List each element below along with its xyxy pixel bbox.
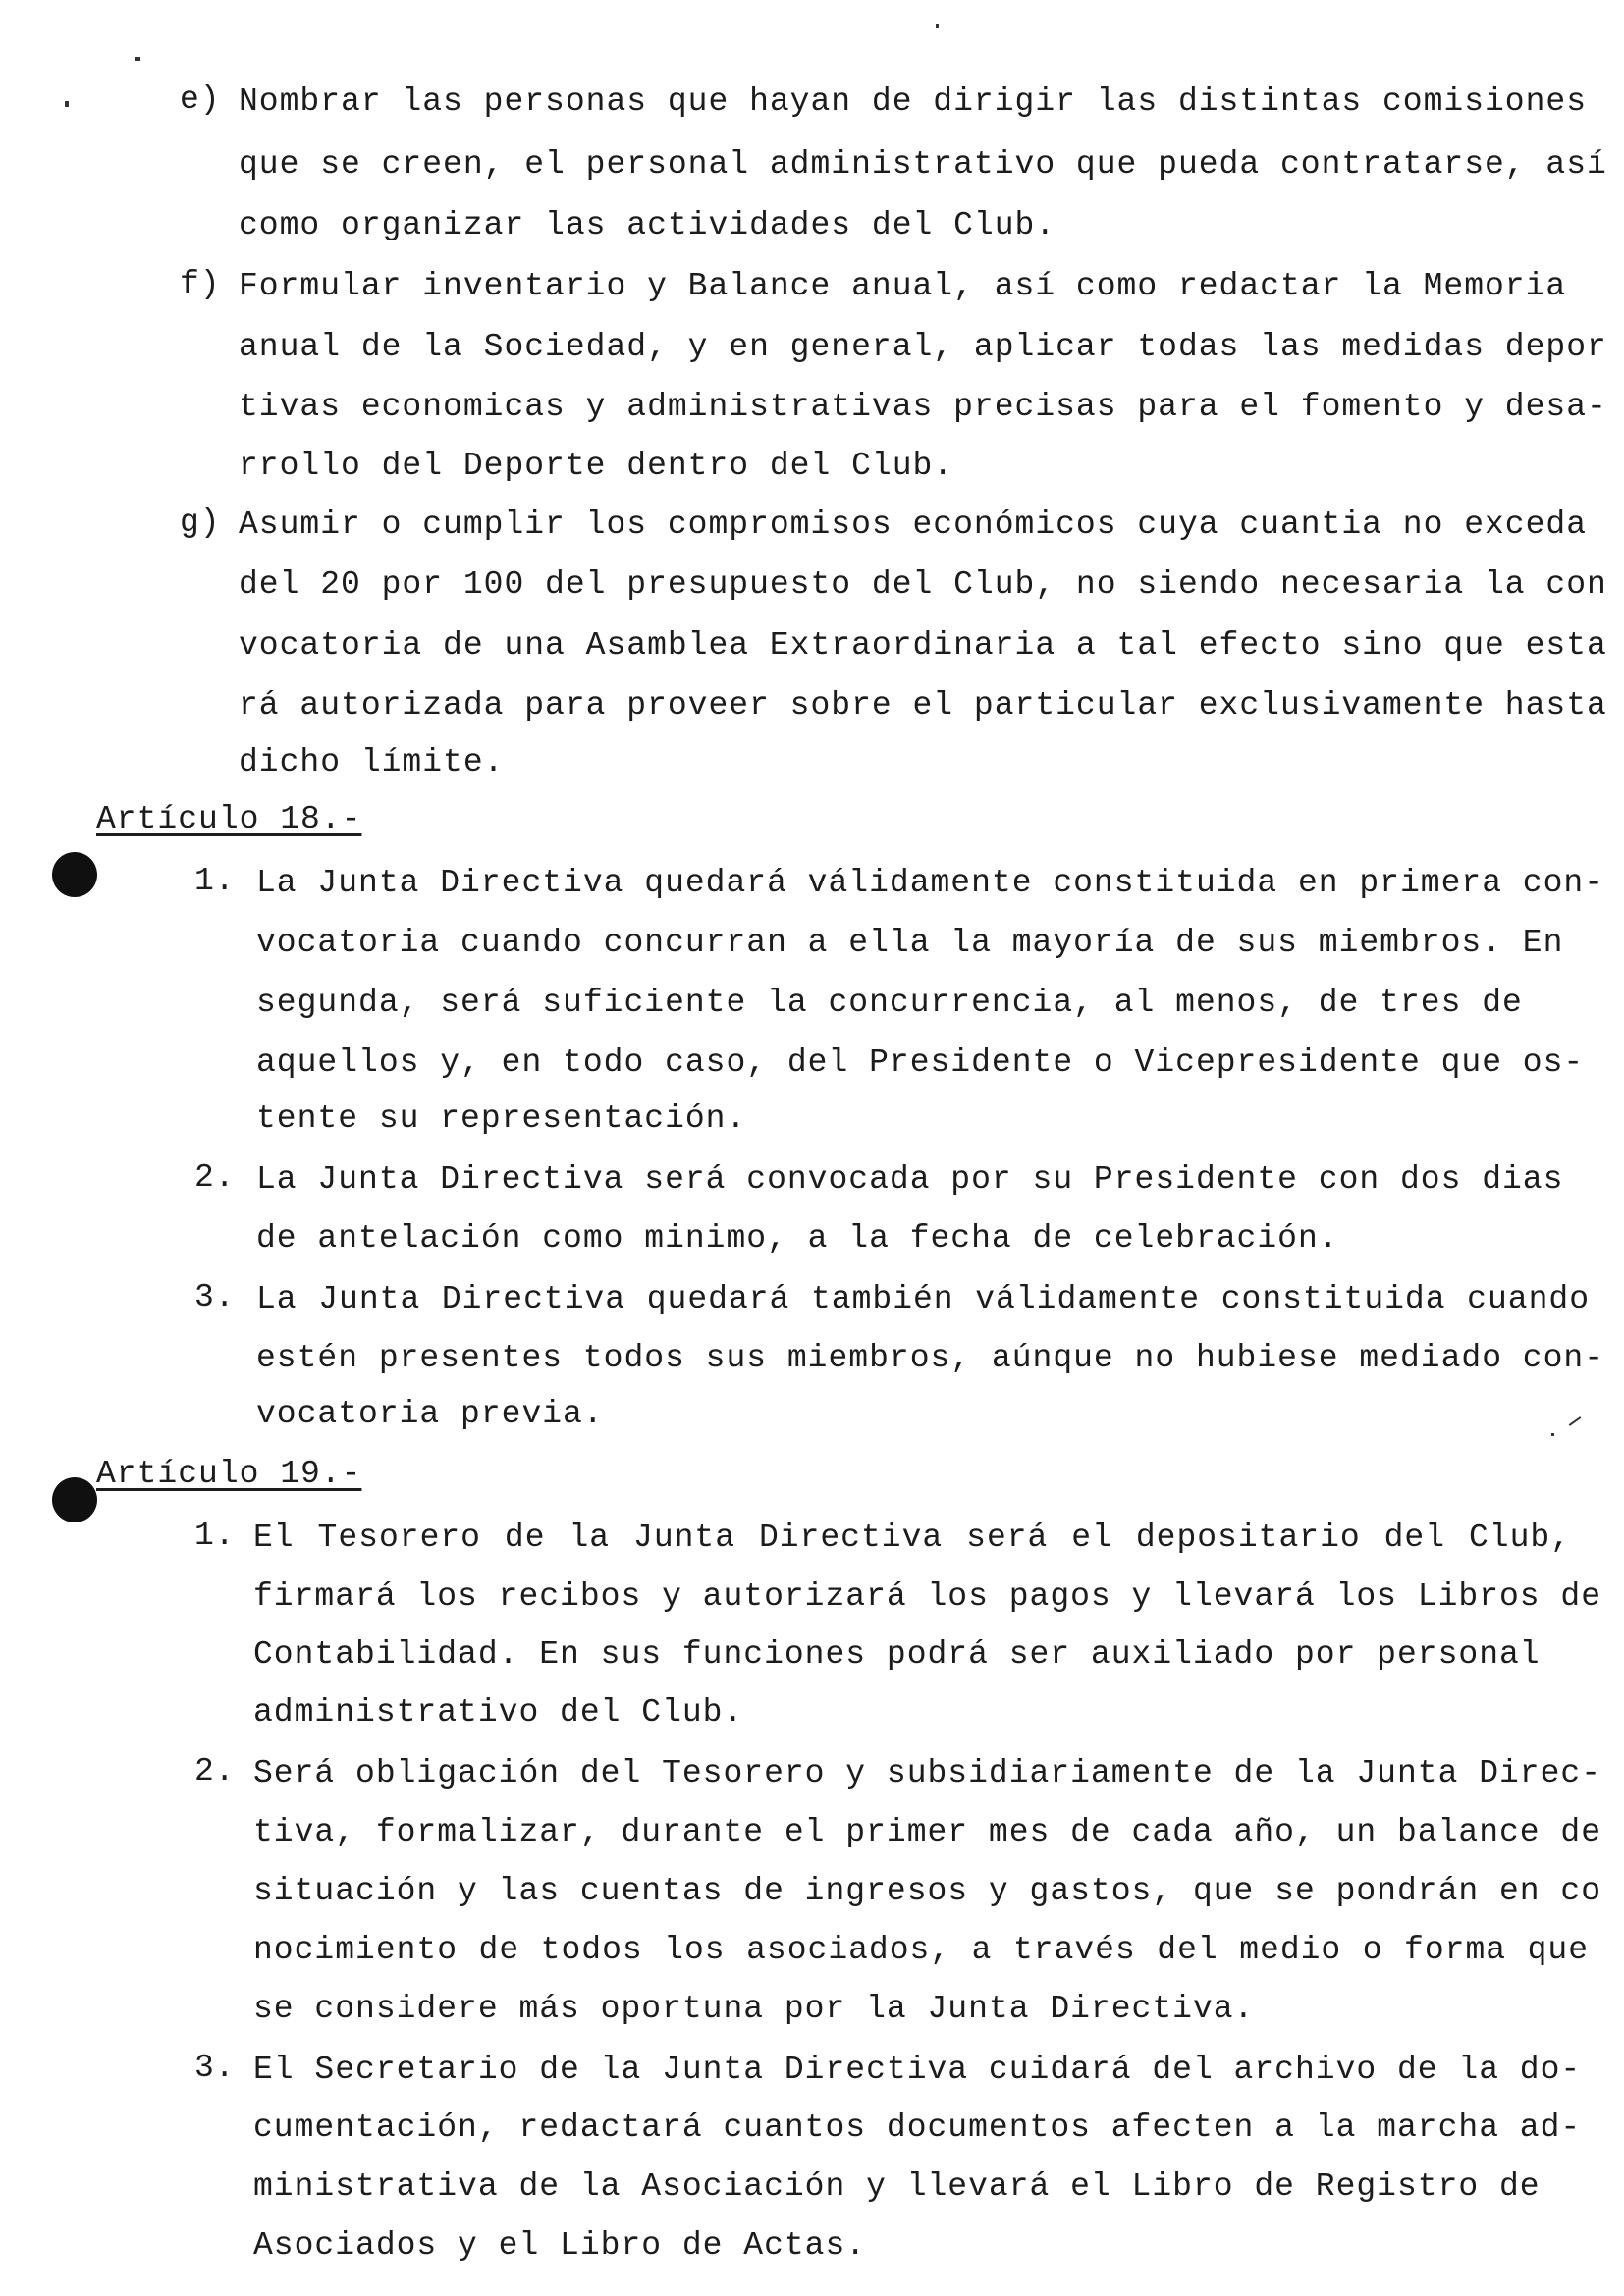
text-line: vocatoria previa. (256, 1396, 604, 1432)
text-line: tente su representación. (256, 1100, 747, 1137)
text-line: segunda, será suficiente la concurrencia, al menos, de tres de (256, 985, 1523, 1021)
text-line: vocatoria de una Asamblea Extraordinaria a tal efecto sino que esta (239, 627, 1607, 664)
text-line: Formular inventario y Balance anual, así como redactar la Memoria (239, 268, 1567, 304)
list-marker: 1. (194, 1518, 236, 1554)
text-line: rrollo del Deporte dentro del Club. (239, 448, 954, 484)
paper-speck (65, 101, 69, 107)
paper-speck (936, 24, 939, 28)
text-line: El Secretario de la Junta Directiva cuidará del archivo de la do- (253, 2052, 1582, 2088)
paper-speck (1569, 1416, 1582, 1426)
punch-hole-mark (52, 1477, 97, 1522)
text-line: estén presentes todos sus miembros, aúnque no hubiese mediado con- (256, 1340, 1605, 1376)
text-line: que se creen, el personal administrativo que pueda contratarse, así (239, 146, 1607, 183)
text-line: Será obligación del Tesorero y subsidiariamente de la Junta Direc- (253, 1755, 1602, 1791)
article-heading: Artículo 18.- (96, 801, 362, 837)
text-line: de antelación como minimo, a la fecha de celebración. (256, 1220, 1339, 1256)
text-line: como organizar las actividades del Club. (239, 207, 1056, 243)
text-line: Asociados y el Libro de Actas. (253, 2227, 867, 2264)
text-line: dicho límite. (239, 744, 505, 780)
list-marker: e) (180, 81, 221, 118)
text-line: La Junta Directiva quedará válidamente constituida en primera con- (256, 865, 1605, 901)
text-line: La Junta Directiva será convocada por su Presidente con dos dias (256, 1161, 1564, 1198)
text-line: administrativo del Club. (253, 1694, 744, 1731)
list-marker: 1. (194, 863, 236, 899)
text-line: firmará los recibos y autorizará los pagos y llevará los Libros de (253, 1578, 1602, 1615)
list-marker: g) (180, 505, 221, 541)
punch-hole-mark (52, 852, 97, 897)
text-line: rá autorizada para proveer sobre el particular exclusivamente hasta (239, 687, 1607, 723)
list-marker: 3. (194, 1279, 236, 1315)
text-line: tiva, formalizar, durante el primer mes de cada año, un balance de (253, 1814, 1602, 1850)
text-line: nocimiento de todos los asociados, a través del medio o forma que (253, 1932, 1589, 1968)
text-line: Contabilidad. En sus funciones podrá ser auxiliado por personal (253, 1636, 1541, 1673)
paper-speck (135, 57, 140, 61)
text-line: aquellos y, en todo caso, del Presidente o Vicepresidente que os- (256, 1044, 1585, 1081)
article-heading: Artículo 19.- (96, 1456, 362, 1492)
text-line: se considere más oportuna por la Junta Directiva. (253, 1991, 1255, 2027)
text-line: Asumir o cumplir los compromisos económicos cuya cuantia no exceda (239, 507, 1588, 543)
text-line: El Tesorero de la Junta Directiva será el depositario del Club, (253, 1520, 1571, 1556)
text-line: situación y las cuentas de ingresos y gastos, que se pondrán en co (253, 1873, 1602, 1909)
text-line: tivas economicas y administrativas precisas para el fomento y desa- (239, 389, 1607, 425)
text-line: Nombrar las personas que hayan de dirigir las distintas comisiones (239, 83, 1588, 120)
list-marker: 2. (194, 1159, 236, 1196)
text-line: del 20 por 100 del presupuesto del Club, no siendo necesaria la con (239, 566, 1607, 603)
list-marker: 3. (194, 2050, 236, 2086)
text-line: anual de la Sociedad, y en general, aplicar todas las medidas depor (239, 329, 1607, 365)
text-line: ministrativa de la Asociación y llevará el Libro de Registro de (253, 2168, 1541, 2205)
text-line: La Junta Directiva quedará también válidamente constituida cuando (256, 1281, 1590, 1317)
list-marker: 2. (194, 1753, 236, 1789)
text-line: cumentación, redactará cuantos documentos afecten a la marcha ad- (253, 2109, 1582, 2146)
paper-speck (1551, 1433, 1554, 1436)
text-line: vocatoria cuando concurran a ella la mayoría de sus miembros. En (256, 925, 1564, 961)
list-marker: f) (180, 266, 221, 302)
